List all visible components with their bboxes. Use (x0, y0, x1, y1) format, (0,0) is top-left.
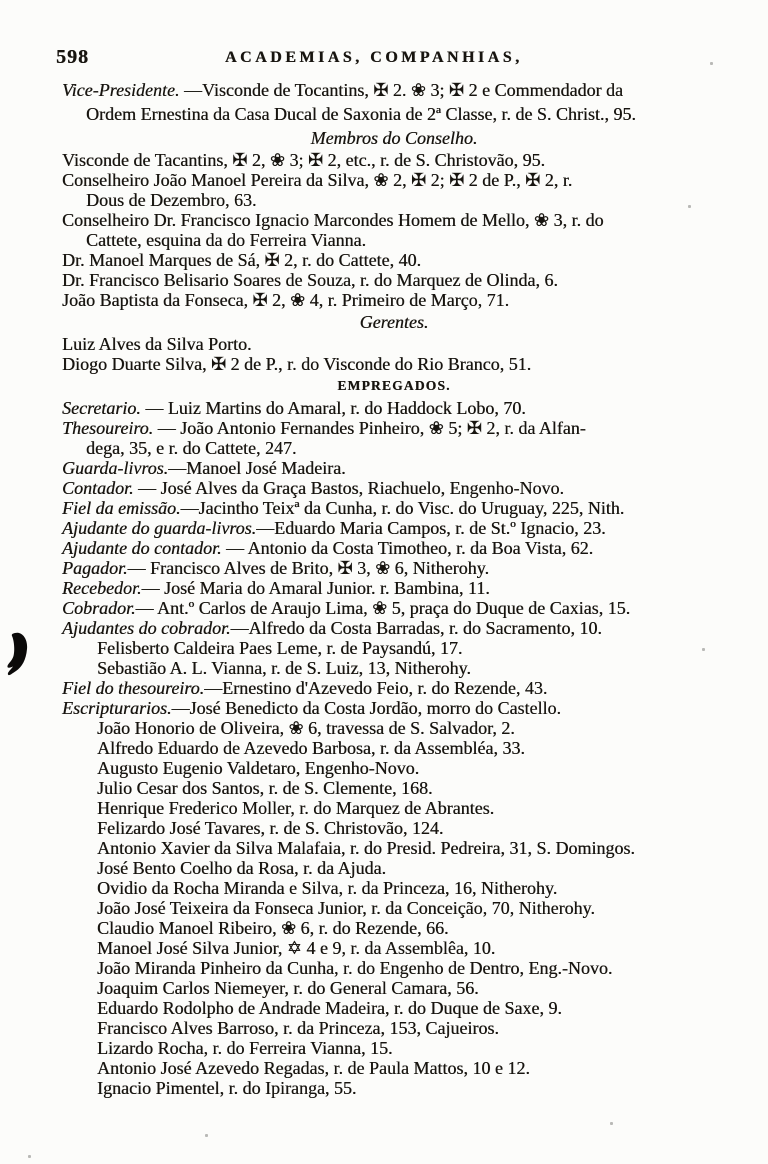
section-heading: Gerentes. (359, 312, 429, 332)
paper-speck (28, 1155, 31, 1158)
entry-line: Francisco Alves Barroso, r. da Princeza, 153, Cajueiros. (97, 1018, 499, 1038)
entry-line: Eduardo Rodolpho de Andrade Madeira, r. do Duque de Saxe, 9. (97, 998, 562, 1018)
role-label: Contador. (62, 478, 134, 498)
entry-line: Cattete, esquina da do Ferreira Vianna. (86, 230, 366, 250)
entry-line: Fiel da emissão.—Jacintho Teixª da Cunha, r. do Visc. do Uruguay, 225, Nith. (62, 498, 625, 518)
role-label: Secretario. (62, 398, 141, 418)
entry-line: Escripturarios.—José Benedicto da Costa Jordão, morro do Castello. (62, 698, 561, 718)
role-label: Fiel do thesoureiro. (62, 678, 205, 698)
entry-line: Antonio José Azevedo Regadas, r. de Paula Mattos, 10 e 12. (97, 1058, 530, 1078)
role-label: Ajudante do contador. (62, 538, 222, 558)
entry-line: Manoel José Silva Junior, ✡ 4 e 9, r. da Assemblêa, 10. (97, 938, 496, 958)
entry-line: Luiz Alves da Silva Porto. (62, 334, 252, 354)
entry-line: Ajudante do contador. — Antonio da Costa Timotheo, r. da Boa Vista, 62. (62, 538, 594, 558)
entry-line: José Bento Coelho da Rosa, r. da Ajuda. (97, 858, 386, 878)
role-label: Guarda-livros. (62, 458, 169, 478)
entry-line: Lizardo Rocha, r. do Ferreira Vianna, 15. (97, 1038, 393, 1058)
entry-line: Dr. Francisco Belisario Soares de Souza, r. do Marquez de Olinda, 6. (62, 270, 558, 290)
entry-line: Joaquim Carlos Niemeyer, r. do General Camara, 56. (97, 978, 479, 998)
entry-line: Dr. Manoel Marques de Sá, ✠ 2, r. do Cattete, 40. (62, 250, 422, 270)
entry-line: Conselheiro Dr. Francisco Ignacio Marcondes Homem de Mello, ❀ 3, r. do (62, 210, 604, 230)
entry-line: Contador. — José Alves da Graça Bastos, Riachuelo, Engenho-Novo. (62, 478, 564, 498)
role-label: Ajudante do guarda-livros. (62, 518, 257, 538)
entry-line: Diogo Duarte Silva, ✠ 2 de P., r. do Visconde do Rio Branco, 51. (62, 354, 532, 374)
intro-paragraph (0, 78, 768, 126)
role-label: Thesoureiro. (62, 418, 154, 438)
entry-line: Guarda-livros.—Manoel José Madeira. (62, 458, 346, 478)
entry-line: Ignacio Pimentel, r. do Ipiranga, 55. (97, 1078, 357, 1098)
entry-line: Ovidio da Rocha Miranda e Silva, r. da Princeza, 16, Nitherohy. (97, 878, 558, 898)
entry-line: Visconde de Tacantins, ✠ 2, ❀ 3; ✠ 2, etc., r. de S. Christovão, 95. (62, 150, 546, 170)
entry-line: Claudio Manoel Ribeiro, ❀ 6, r. do Rezende, 66. (97, 918, 449, 938)
entry-line: Felisberto Caldeira Paes Leme, r. de Paysandú, 17. (97, 638, 463, 658)
entry-line: João Baptista da Fonseca, ✠ 2, ❀ 4, r. Primeiro de Março, 71. (62, 290, 510, 310)
role-label: Fiel da emissão. (62, 498, 181, 518)
running-title: ACADEMIAS, COMPANHIAS, (225, 49, 523, 66)
entry-line: Cobrador.— Ant.º Carlos de Araujo Lima, ❀ 5, praça do Duque de Caxias, 15. (62, 598, 631, 618)
entry-line: Sebastião A. L. Vianna, r. de S. Luiz, 13, Nitherohy. (97, 658, 471, 678)
entry-line: Secretario. — Luiz Martins do Amaral, r. do Haddock Lobo, 70. (62, 398, 526, 418)
paper-speck (710, 62, 713, 65)
role-label: Pagador. (62, 558, 128, 578)
entry-line: Felizardo José Tavares, r. de S. Christovão, 124. (97, 818, 444, 838)
paper-speck (205, 1134, 208, 1137)
paper-speck (688, 205, 691, 208)
entry-line: João Honorio de Oliveira, ❀ 6, travessa de S. Salvador, 2. (97, 718, 515, 738)
entry-line: Thesoureiro. — João Antonio Fernandes Pinheiro, ❀ 5; ✠ 2, r. da Alfan- (62, 418, 586, 438)
role-label: Ajudantes do cobrador. (62, 618, 231, 638)
paper-speck (610, 1122, 613, 1125)
entry-line: João José Teixeira da Fonseca Junior, r. da Conceição, 70, Nitherohy. (97, 898, 595, 918)
entry-line: Alfredo Eduardo de Azevedo Barbosa, r. da Assembléa, 33. (97, 738, 525, 758)
role-label: Cobrador. (62, 598, 136, 618)
entry-line: Vice-Presidente. —Visconde de Tocantins, ✠ 2. ❀ 3; ✠ 2 e Commendador da (62, 80, 623, 100)
entry-line: João Miranda Pinheiro da Cunha, r. do Engenho de Dentro, Eng.-Novo. (97, 958, 613, 978)
entry-line: Recebedor.— José Maria do Amaral Junior. r. Bambina, 11. (62, 578, 490, 598)
entry-line: Augusto Eugenio Valdetaro, Engenho-Novo. (97, 758, 420, 778)
entry-line: Pagador.— Francisco Alves de Brito, ✠ 3, ❀ 6, Nitherohy. (62, 558, 489, 578)
entry-line: Henrique Frederico Moller, r. do Marquez de Abrantes. (97, 798, 495, 818)
entry-line: Fiel do thesoureiro.—Ernestino d'Azevedo Feio, r. do Rezende, 43. (62, 678, 548, 698)
entry-line: Antonio Xavier da Silva Malafaia, r. do Presid. Pedreira, 31, S. Domingos. (97, 838, 635, 858)
role-label: Vice-Presidente. (62, 80, 180, 100)
entry-line: Conselheiro João Manoel Pereira da Silva, ❀ 2, ✠ 2; ✠ 2 de P., ✠ 2, r. (62, 170, 573, 190)
ink-blot-stain (6, 629, 32, 687)
entry-line: Dous de Dezembro, 63. (86, 190, 257, 210)
paper-speck (702, 648, 705, 651)
section-heading: EMPREGADOS. (337, 378, 451, 393)
section-heading: Membros do Conselho. (310, 128, 478, 148)
role-label: Escripturarios. (62, 698, 172, 718)
role-label: Recebedor. (62, 578, 142, 598)
entry-line: Julio Cesar dos Santos, r. de S. Clemente, 168. (97, 778, 433, 798)
entry-line: Ajudante do guarda-livros.—Eduardo Maria Campos, r. de St.º Ignacio, 23. (62, 518, 606, 538)
page-header (0, 46, 768, 70)
page-number: 598 (56, 46, 89, 68)
sections-container (0, 128, 768, 1098)
entry-line: Ajudantes do cobrador.—Alfredo da Costa Barradas, r. do Sacramento, 10. (62, 618, 602, 638)
text-block (0, 78, 768, 1098)
entry-line: Ordem Ernestina da Casa Ducal de Saxonia de 2ª Classe, r. de S. Christ., 95. (86, 104, 636, 124)
entry-line: dega, 35, e r. do Cattete, 247. (86, 438, 297, 458)
